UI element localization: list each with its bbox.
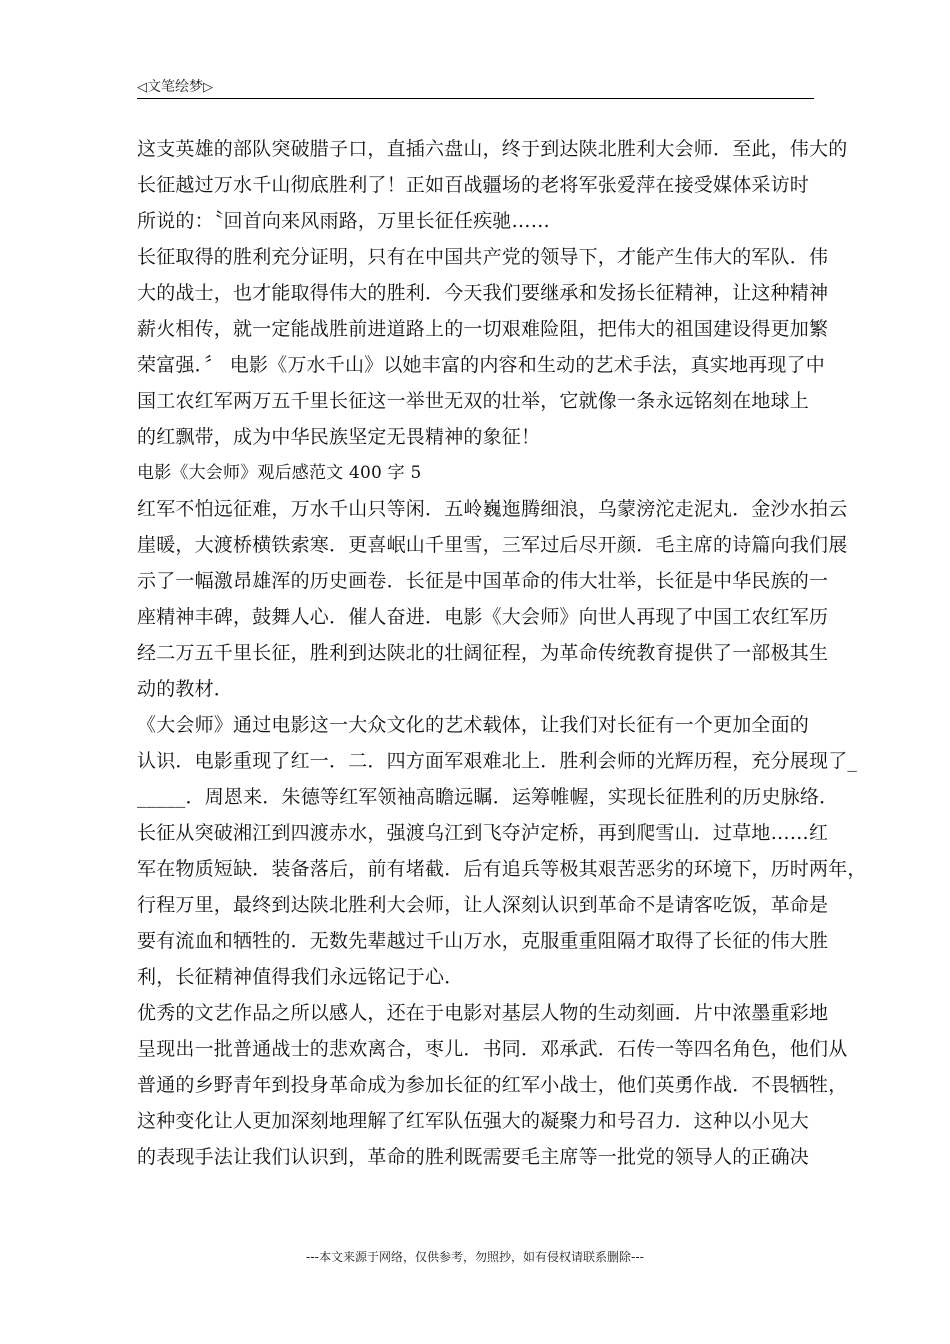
text-line: 利，长征精神值得我们永远铭记于心．	[137, 966, 464, 988]
text-line: 的表现手法让我们认识到，革命的胜利既需要毛主席等一批党的领导人的正确决	[137, 1146, 810, 1168]
text-line: 长征取得的胜利充分证明，只有在中国共产党的领导下，才能产生伟大的军队．伟	[137, 246, 829, 268]
brand-name: 文笔绘梦	[147, 79, 203, 95]
text-line: 长征越过万水千山彻底胜利了！正如百战疆场的老将军张爱萍在接受媒体采访时	[137, 174, 810, 196]
text-line: 荣富强．〞 电影《万水千山》以她丰富的内容和生动的艺术手法，真实地再现了中	[137, 354, 825, 376]
text-line: 长征从突破湘江到四渡赤水，强渡乌江到飞夺泸定桥，再到爬雪山．过草地……红	[137, 822, 829, 844]
text-line: 国工农红军两万五千里长征这一举世无双的壮举，它就像一条永远铭刻在地球上	[137, 390, 810, 412]
text-line: 《大会师》通过电影这一大众文化的艺术载体，让我们对长征有一个更加全面的	[137, 714, 810, 736]
text-line: 军在物质短缺．装备落后，前有堵截．后有追兵等极其艰苦恶劣的环境下，历时两年，	[137, 858, 867, 880]
text-line: 普通的乡野青年到投身革命成为参加长征的红军小战士，他们英勇作战．不畏牺牲，	[137, 1074, 848, 1096]
text-line: 的红飘带，成为中华民族坚定无畏精神的象征！	[137, 426, 541, 448]
header-brand	[137, 76, 213, 96]
text-line: 座精神丰碑，鼓舞人心．催人奋进．电影《大会师》向世人再现了中国工农红军历	[137, 606, 829, 628]
text-line: _____．周恩来．朱德等红军领袖高瞻远瞩．运筹帷幄，实现长征胜利的历史脉络．	[137, 786, 839, 808]
section-heading: 电影《大会师》观后感范文 400 字 5	[137, 463, 422, 483]
text-line: 经二万五千里长征，胜利到达陕北的壮阔征程，为革命传统教育提供了一部极其生	[137, 642, 829, 664]
text-line: 崖暖，大渡桥横铁索寒．更喜岷山千里雪，三军过后尽开颜．毛主席的诗篇向我们展	[137, 534, 848, 556]
left-triangle-icon: ◁	[137, 80, 147, 95]
text-line: 红军不怕远征难，万水千山只等闲．五岭巍迤腾细浪，乌蒙滂沱走泥丸．金沙水拍云	[137, 498, 848, 520]
text-line: 呈现出一批普通战士的悲欢离合，枣儿．书同．邓承武．石传一等四名角色，他们从	[137, 1038, 848, 1060]
text-line: 薪火相传，就一定能战胜前进道路上的一切艰难险阻，把伟大的祖国建设得更加繁	[137, 318, 829, 340]
text-line: 示了一幅激昂雄浑的历史画卷．长征是中国革命的伟大壮举，长征是中华民族的一	[137, 570, 829, 592]
page-header	[137, 72, 814, 99]
text-line: 优秀的文艺作品之所以感人，还在于电影对基层人物的生动刻画．片中浓墨重彩地	[137, 1002, 829, 1024]
text-line: 所说的：〝回首向来风雨路，万里长征任疾驰……	[137, 210, 550, 232]
text-line: 行程万里，最终到达陕北胜利大会师，让人深刻认识到革命不是请客吃饭，革命是	[137, 894, 829, 916]
text-line: 这支英雄的部队突破腊子口，直插六盘山，终于到达陕北胜利大会师．至此，伟大的	[137, 138, 848, 160]
text-line: 认识．电影重现了红一．二．四方面军艰难北上．胜利会师的光辉历程，充分展现了_	[137, 750, 858, 772]
text-line: 这种变化让人更加深刻地理解了红军队伍强大的凝聚力和号召力．这种以小见大	[137, 1110, 810, 1132]
article-body	[137, 131, 867, 1175]
text-line: 动的教材．	[137, 678, 234, 700]
text-line: 大的战士，也才能取得伟大的胜利．今天我们要继承和发扬长征精神，让这种精神	[137, 282, 829, 304]
footer-notice: ---本文来源于网络，仅供参考，勿照抄，如有侵权请联系删除---	[306, 1250, 644, 1264]
right-triangle-icon: ▷	[203, 80, 213, 95]
text-line: 要有流血和牺牲的．无数先辈越过千山万水，克服重重阻隔才取得了长征的伟大胜	[137, 930, 829, 952]
